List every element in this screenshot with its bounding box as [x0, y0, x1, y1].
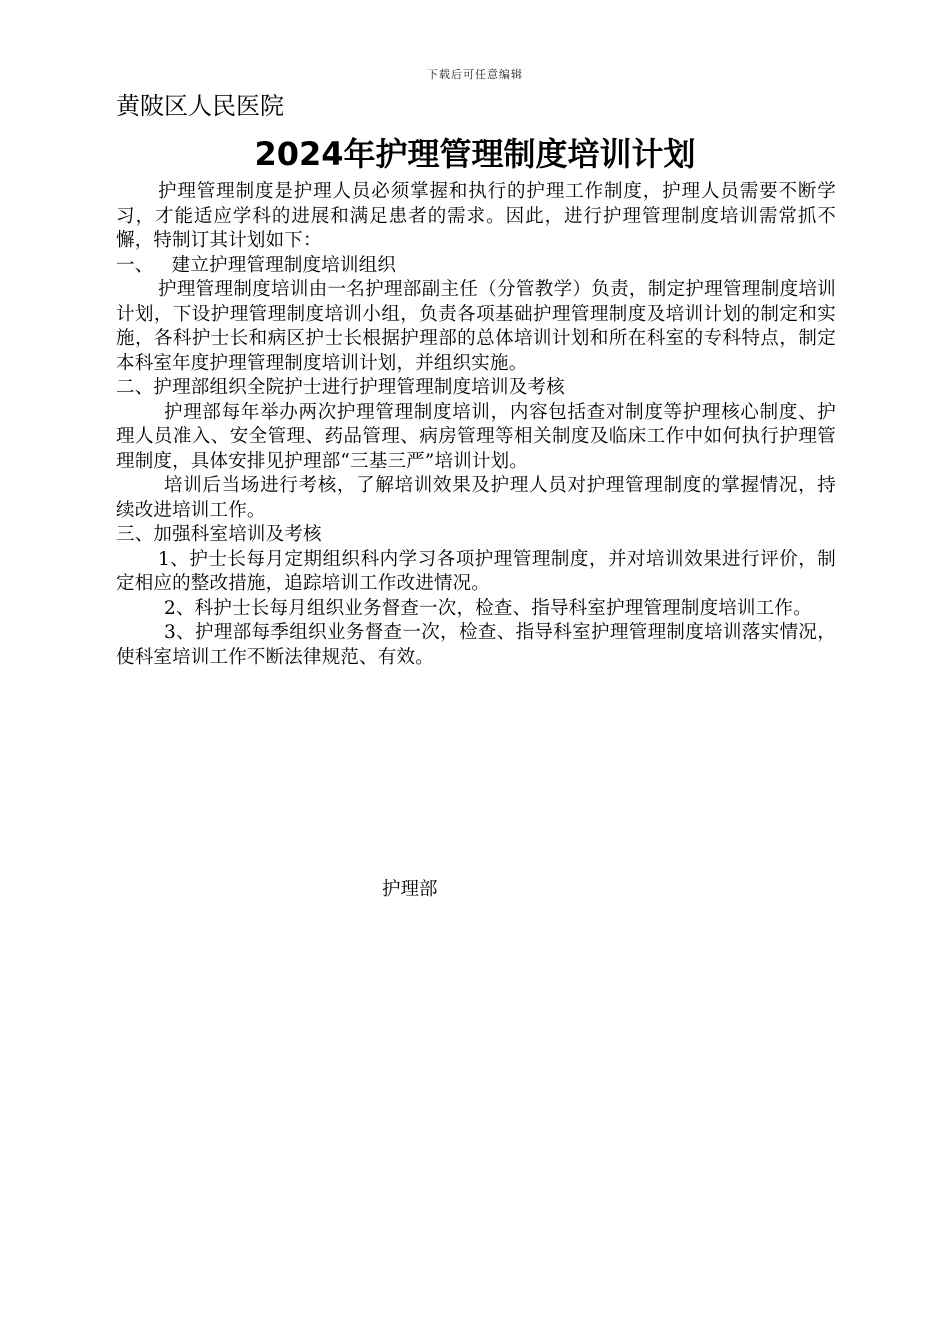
document-title: 2024年护理管理制度培训计划 [254, 135, 696, 173]
section-3-heading: 三、加强科室培训及考核 [116, 524, 322, 545]
section-2-body-1: 护理部每年举办两次护理管理制度培训，内容包括查对制度等护理核心制度、护理人员准入、安全管理、药品管理、病房管理等相关制度及临床工作中如何执行护理管理制度，具体安排见护理部“三基三严”培训计划。 [116, 401, 836, 472]
section-2-heading: 二、护理部组织全院护士进行护理管理制度培训及考核 [116, 377, 565, 398]
section-3-item-2: 2、科护士长每月组织业务督查一次，检查、指导科室护理管理制度培训工作。 [164, 597, 812, 619]
section-3-item-1: 1、护士长每月定期组织科内学习各项护理管理制度，并对培训效果进行评价，制定相应的整改措施，追踪培训工作改进情况。 [116, 548, 836, 594]
section-1-heading: 一、 建立护理管理制度培训组织 [116, 254, 397, 276]
document-body [116, 180, 836, 670]
intro-paragraph: 护理管理制度是护理人员必须掌握和执行的护理工作制度，护理人员需要不断学习，才能适应学科的进展和满足患者的需求。因此，进行护理管理制度培训需常抓不懈，特制订其计划如下： [116, 181, 836, 251]
hospital-name: 黄陂区人民医院 [116, 92, 284, 120]
section-3-item-3: 3、护理部每季组织业务督查一次，检查、指导科室护理管理制度培训落实情况，使科室培训工作不断法律规范、有效。 [116, 622, 836, 668]
signature: 护理部 [382, 879, 438, 900]
section-2-body-2: 培训后当场进行考核，了解培训效果及护理人员对护理管理制度的掌握情况，持续改进培训工作。 [116, 475, 836, 521]
section-1-body: 护理管理制度培训由一名护理部副主任（分管教学）负责，制定护理管理制度培训计划，下设护理管理制度培训小组，负责各项基础护理管理制度及培训计划的制定和实施，各科护士长和病区护士长根据护理部的总体培训计划和所在科室的专科特点，制定本科室年度护理管理制度培训计划，并组织实施。 [116, 279, 836, 374]
header-note: 下载后可任意编辑 [427, 68, 523, 81]
